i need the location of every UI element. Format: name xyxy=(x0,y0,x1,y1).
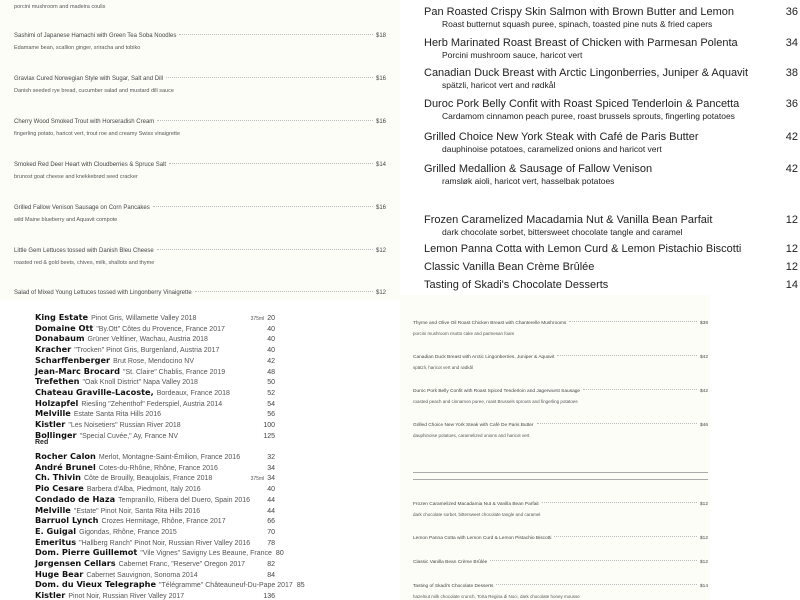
menu-item-name: Frozen Caramelized Macadamia Nut & Vanilla Bean Parfait xyxy=(424,214,713,226)
wine-description: Cotes-du-Rhône, Rhône, France 2016 xyxy=(98,464,218,472)
menu-item xyxy=(424,37,798,49)
leader-dots xyxy=(542,502,697,503)
menu-item-price: 12 xyxy=(785,214,798,226)
menu-item-price: 42 xyxy=(785,163,798,175)
menu-item-price: 36 xyxy=(785,6,798,18)
menu-item xyxy=(413,502,708,508)
menu-item xyxy=(413,560,708,566)
wine-item xyxy=(35,547,284,557)
menu-item-description: brunost goat cheese and knekkebrød seed cracker xyxy=(14,174,138,180)
menu-item-price: $12 xyxy=(375,290,386,296)
menu-item-description: roasted peach and cinnamon puree, roast Brussels sprouts and fingerling potatoes xyxy=(413,399,578,404)
wine-item xyxy=(35,333,275,343)
menu-item-description: porcini mushroom risotto cake and parmesan foam xyxy=(413,331,515,336)
wine-price: 80 xyxy=(275,550,284,558)
wine-description: Côte de Brouilly, Beaujolais, France 2018 xyxy=(84,475,213,483)
wine-producer: King Estate xyxy=(35,312,89,322)
menu-item-name: Frozen Caramelized Macadamia Nut & Vanilla Bean Parfait xyxy=(413,502,539,507)
menu-item xyxy=(413,321,708,327)
wine-item xyxy=(35,537,275,547)
wine-price: 82 xyxy=(267,561,275,568)
wine-price: 34 xyxy=(267,475,275,483)
menu-item-name: Lemon Panna Cotta with Lemon Curd & Lemon Pistachio Biscotti xyxy=(424,243,742,255)
mains-menu-small xyxy=(400,295,710,600)
leader-dots xyxy=(157,120,373,121)
menu-item-name: Canadian Duck Breast with Arctic Lingonberries, Juniper & Aquavit xyxy=(424,67,749,79)
wine-producer: Pio Cesare xyxy=(35,483,84,494)
menu-item-price: 12 xyxy=(785,261,798,273)
wine-price: 85 xyxy=(296,582,305,590)
menu-item xyxy=(14,162,386,169)
menu-item-price: 12 xyxy=(785,243,798,255)
menu-item xyxy=(424,261,798,273)
menu-item xyxy=(14,205,386,212)
leader-dots xyxy=(157,249,373,250)
menu-item xyxy=(413,584,708,590)
menu-item xyxy=(424,98,798,110)
menu-item-description: ramsløk aioli, haricot vert, hasselbak potatoes xyxy=(442,176,615,186)
menu-item xyxy=(413,355,708,361)
menu-item-description: dark chocolate sorbet, bittersweet chocolate tangle and caramel xyxy=(413,512,541,517)
wine-price: 100 xyxy=(263,422,275,429)
wine-item xyxy=(35,590,275,600)
menu-item-description: spätzli, haricot vert and rødkål xyxy=(442,80,556,90)
menu-item-description: dauphinoise potatoes, caramelized onions and haricot vert xyxy=(442,144,662,154)
menu-item-name: Lemon Panna Cotta with Lemon Curd & Lemon Pistachio Biscotti xyxy=(413,536,552,541)
wine-item xyxy=(35,494,275,504)
menu-item-description: dark chocolate sorbet, bittersweet chocolate tangle and caramel xyxy=(442,227,683,237)
menu-item-name: Canadian Duck Breast with Arctic Lingonberries, Juniper & Aquavit xyxy=(413,355,555,360)
wine-producer: Melville xyxy=(35,408,71,419)
wine-description: Cabernet Franc, "Reserve" Oregon 2017 xyxy=(118,561,246,568)
wine-item xyxy=(35,472,275,482)
wine-price: 32 xyxy=(267,454,275,461)
menu-item-price: $42 xyxy=(699,389,708,394)
menu-item-description: roasted red & gold beets, chives, milk, shallots and thyme xyxy=(14,260,155,266)
menu-item xyxy=(424,243,798,255)
wine-producer: Ch. Thivin xyxy=(35,472,81,483)
wine-price: 52 xyxy=(267,389,275,397)
menu-item-name: Little Gem Lettuces tossed with Danish Bleu Cheese xyxy=(14,248,154,254)
wine-item xyxy=(35,419,275,429)
wine-description: "Oak Knoll District" Napa Valley 2018 xyxy=(82,379,198,387)
menu-item xyxy=(413,389,708,395)
menu-item-name: Grilled Fallow Venison Sausage on Corn Pancakes xyxy=(14,205,150,211)
menu-item-price: $16 xyxy=(375,119,386,125)
menu-item-name: Herb Marinated Roast Breast of Chicken with Parmesan Polenta xyxy=(424,37,738,49)
menu-item-price: 38 xyxy=(785,67,798,79)
menu-item xyxy=(424,131,798,143)
wine-price: 50 xyxy=(267,379,275,387)
leader-dots xyxy=(557,355,697,356)
menu-item-price: 36 xyxy=(785,98,798,110)
wine-producer: Barruol Lynch xyxy=(35,515,99,526)
red-section-title: Red xyxy=(35,439,49,446)
wine-price: 40 xyxy=(267,347,275,355)
mains-menu-large xyxy=(400,0,800,295)
menu-item-name: Sashimi of Japanese Hamachi with Green Tea Soba Noodles xyxy=(14,33,177,39)
menu-item-description: wild Maine blueberry and Aquavit compote xyxy=(14,217,118,223)
leader-dots xyxy=(153,206,373,207)
menu-item-name: Classic Vanilla Bean Crème Brûlée xyxy=(424,261,595,273)
wine-description: Tempranillo, Ribera del Duero, Spain 2016 xyxy=(118,496,251,504)
menu-item xyxy=(14,33,386,40)
leader-dots xyxy=(179,34,373,35)
leader-dots xyxy=(537,423,697,424)
wine-producer: Rocher Calon xyxy=(35,451,96,461)
wine-producer: Scharffenberger xyxy=(35,354,111,365)
wine-price: 44 xyxy=(267,496,275,504)
wine-item xyxy=(35,579,305,589)
wine-producer: Dom. du Vieux Telegraphe xyxy=(35,579,157,590)
menu-item-name: Tasting of Skadi's Chocolate Desserts xyxy=(413,584,494,589)
menu-item-description: fingerling potato, haricot vert, trout roe and creamy Swiss vinaigrette xyxy=(14,131,180,137)
menu-item-name: Gravlax Cured Norwegian Style with Sugar, Salt and Dill xyxy=(14,76,164,82)
menu-item xyxy=(424,163,798,175)
wine-price: 48 xyxy=(267,368,275,376)
wine-description: Estate Santa Rita Hills 2016 xyxy=(73,411,161,419)
menu-item-price: $38 xyxy=(699,321,708,326)
wine-description: Pinot Gris, Willamette Valley 2018 xyxy=(91,315,197,322)
wine-description: Riesling "Zehenthof" Federspiel, Austria 2014 xyxy=(81,400,223,408)
wine-price: 40 xyxy=(267,336,275,344)
wine-producer: Huge Bear xyxy=(35,568,84,579)
wine-producer: Jean-Marc Brocard xyxy=(35,365,120,376)
wine-price: 56 xyxy=(267,411,275,419)
wine-producer: Domaine Ott xyxy=(35,322,94,333)
wine-producer: Melville xyxy=(35,504,71,515)
wine-description: "Télégramme" Châteauneuf-Du-Pape 2017 xyxy=(159,582,293,590)
wine-item xyxy=(35,569,275,579)
menu-item-name: Classic Vanilla Bean Crème Brûlée xyxy=(413,560,488,565)
menu-item-price: $14 xyxy=(699,584,708,589)
wine-price: 78 xyxy=(267,539,275,547)
menu-item xyxy=(14,290,386,297)
wine-description: "Vile Vignes" Savigny Les Beaune, France xyxy=(140,550,272,558)
menu-item-description: Cardamom cinnamon peach puree, roast brussels sprouts, fingerling potatoes xyxy=(442,111,735,121)
menu-item xyxy=(413,423,708,429)
menu-item xyxy=(424,6,798,18)
wine-producer: E. Guigal xyxy=(35,525,77,536)
menu-item-name: Tasting of Skadi's Chocolate Desserts xyxy=(424,279,609,291)
wine-producer: André Brunel xyxy=(35,461,96,472)
wine-description: "St. Claire" Chablis, France 2019 xyxy=(122,368,226,376)
menu-item xyxy=(14,119,386,126)
wine-price: 84 xyxy=(267,571,275,579)
menu-item-description: Roast butternut squash puree, spinach, toasted pine nuts & fried capers xyxy=(442,19,713,29)
menu-item xyxy=(14,248,386,255)
wine-description: Pinot Noir, Russian River Valley 2017 xyxy=(68,593,185,600)
menu-item-price: $12 xyxy=(699,560,708,565)
wine-description: "Les Noisetiers" Russian River 2018 xyxy=(68,422,181,429)
menu-item-description: dauphinoise potatoes, caramelized onions and haricot vert xyxy=(413,433,530,438)
wine-item xyxy=(35,505,275,515)
menu-item-name: Grilled Choice New York Steak with Café De Paris Butter xyxy=(413,423,534,428)
wine-producer: Kistler xyxy=(35,419,66,429)
menu-item-name: Grilled Choice New York Steak with Café de Paris Butter xyxy=(424,131,699,143)
menu-item-description: hazelnut milk chocolate crunch, Torta Regina di Noci, dark chocolate honey mousse xyxy=(413,594,580,599)
menu-item-description: spätzli, haricot vert and rødkål xyxy=(413,365,474,370)
wine-producer: Bollinger xyxy=(35,429,77,440)
menu-item xyxy=(424,214,798,226)
wine-producer: Kistler xyxy=(35,590,66,600)
wine-list xyxy=(0,300,400,600)
divider-line xyxy=(413,472,708,473)
menu-item-name: Smoked Red Deer Heart with Cloudberries & Spruce Salt xyxy=(14,162,167,168)
wine-producer: Holzapfel xyxy=(35,397,79,408)
leader-dots xyxy=(496,584,697,585)
menu-item xyxy=(424,67,798,79)
wine-price: 20 xyxy=(267,315,275,322)
menu-item-name: Grilled Medallion & Sausage of Fallow Venison xyxy=(424,163,653,175)
wine-item xyxy=(35,526,275,536)
wine-item xyxy=(35,398,275,408)
leader-dots xyxy=(554,536,697,537)
wine-item xyxy=(35,515,275,525)
wine-producer: Dom. Pierre Guillemot xyxy=(35,547,138,558)
leader-dots xyxy=(583,389,697,390)
menu-item-description: porcini mushroom and madeira coulis xyxy=(14,4,106,10)
wine-producer: Kracher xyxy=(35,344,72,355)
wine-item xyxy=(35,451,275,461)
menu-item-price: $18 xyxy=(375,33,386,39)
wine-producer: Chateau Graville-Lacoste, xyxy=(35,386,154,397)
wine-bottle-size: 375ml xyxy=(250,316,265,322)
menu-item-price: 14 xyxy=(785,279,798,291)
starters-menu xyxy=(0,0,400,300)
wine-price: 40 xyxy=(267,325,275,333)
wine-item xyxy=(35,430,275,440)
wine-item xyxy=(35,366,275,376)
wine-price: 44 xyxy=(267,507,275,515)
wine-description: Brut Rose, Mendocino NV xyxy=(113,357,194,365)
wine-description: Cabernet Sauvignon, Sonoma 2014 xyxy=(86,571,198,579)
menu-item-price: 34 xyxy=(785,37,798,49)
menu-item xyxy=(413,536,708,542)
menu-item-name: Pan Roasted Crispy Skin Salmon with Brown Butter and Lemon xyxy=(424,6,734,18)
leader-dots xyxy=(490,560,697,561)
wine-description: Crozes Hermitage, Rhône, France 2017 xyxy=(101,518,226,526)
menu-item xyxy=(14,76,386,83)
wine-producer: Condado de Haza xyxy=(35,493,116,504)
wine-producer: Donabaum xyxy=(35,333,85,344)
wine-price: 42 xyxy=(267,357,275,365)
wine-description: "Hallberg Ranch" Pinot Noir, Russian River Valley 2016 xyxy=(79,539,251,547)
wine-item xyxy=(35,323,275,333)
menu-item-price: $46 xyxy=(699,423,708,428)
wine-item xyxy=(35,483,275,493)
menu-item-price: $16 xyxy=(375,205,386,211)
wine-producer: Emeritus xyxy=(35,536,77,547)
menu-item-name: Duroc Pork Belly Confit with Roast Spiced Tenderloin & Pancetta xyxy=(424,98,740,110)
wine-description: Barbera d'Alba, Piedmont, Italy 2016 xyxy=(86,486,201,494)
wine-item xyxy=(35,312,275,322)
menu-item-price: 42 xyxy=(785,131,798,143)
leader-dots xyxy=(569,321,697,322)
wine-price: 125 xyxy=(263,432,275,440)
wine-producer: Trefethen xyxy=(35,376,80,387)
wine-item xyxy=(35,355,275,365)
wine-item xyxy=(35,344,275,354)
menu-item-price: $12 xyxy=(699,536,708,541)
wine-description: Merlot, Montagne-Saint-Émilion, France 2016 xyxy=(98,454,241,461)
wine-description: "Trocken" Pinot Gris, Burgenland, Austria 2017 xyxy=(74,347,220,355)
wine-description: "By.Ott" Côtes du Provence, France 2017 xyxy=(96,325,225,333)
wine-item xyxy=(35,376,275,386)
wine-item xyxy=(35,408,275,418)
menu-item-name: Cherry Wood Smoked Trout with Horseradish Cream xyxy=(14,119,155,125)
menu-item-description: Danish seeded rye bread, cucumber salad and mustard dill sauce xyxy=(14,88,174,94)
wine-description: "Special Cuvée," Ay, France NV xyxy=(79,432,179,440)
menu-item-price: $12 xyxy=(375,248,386,254)
menu-item-description: Porcini mushroom sauce, haricot vert xyxy=(442,50,583,60)
menu-item-price: $12 xyxy=(699,502,708,507)
menu-item-price: $14 xyxy=(375,162,386,168)
wine-description: Gigondas, Rhône, France 2015 xyxy=(79,528,177,536)
wine-item xyxy=(35,387,275,397)
menu-item-price: $16 xyxy=(375,76,386,82)
menu-item-description: Edamame bean, scallion ginger, sriracha and tobiko xyxy=(14,45,141,51)
wine-description: Bordeaux, France 2018 xyxy=(156,389,230,397)
menu-item xyxy=(424,279,798,291)
wine-price: 34 xyxy=(267,464,275,472)
wine-price: 40 xyxy=(267,486,275,494)
wine-price: 66 xyxy=(267,518,275,526)
wine-item xyxy=(35,462,275,472)
menu-item-name: Duroc Pork Belly Confit with Roast Spiced Tenderloin and Jagerwurst Sausage xyxy=(413,389,581,394)
wine-producer: Jørgensen Cellars xyxy=(35,558,116,568)
wine-bottle-size: 375ml xyxy=(250,476,265,483)
wine-description: "Estate" Pinot Noir, Santa Rita Hills 2016 xyxy=(73,507,201,515)
leader-dots xyxy=(195,291,373,292)
wine-description: Grüner Veltliner, Wachau, Austria 2018 xyxy=(87,336,208,344)
wine-price: 136 xyxy=(263,593,275,600)
leader-dots xyxy=(166,77,373,78)
menu-item-name: Salad of Mixed Young Lettuces tossed with Lingonberry Vinaigrette xyxy=(14,290,192,296)
divider-line xyxy=(413,479,708,480)
wine-price: 70 xyxy=(267,528,275,536)
wine-price: 54 xyxy=(267,400,275,408)
leader-dots xyxy=(169,163,373,164)
wine-item xyxy=(35,558,275,568)
menu-item-price: $42 xyxy=(699,355,708,360)
menu-item-name: Thyme and Olive Oil Roast Chicken Breast with Chanterelle Mushrooms xyxy=(413,321,567,326)
